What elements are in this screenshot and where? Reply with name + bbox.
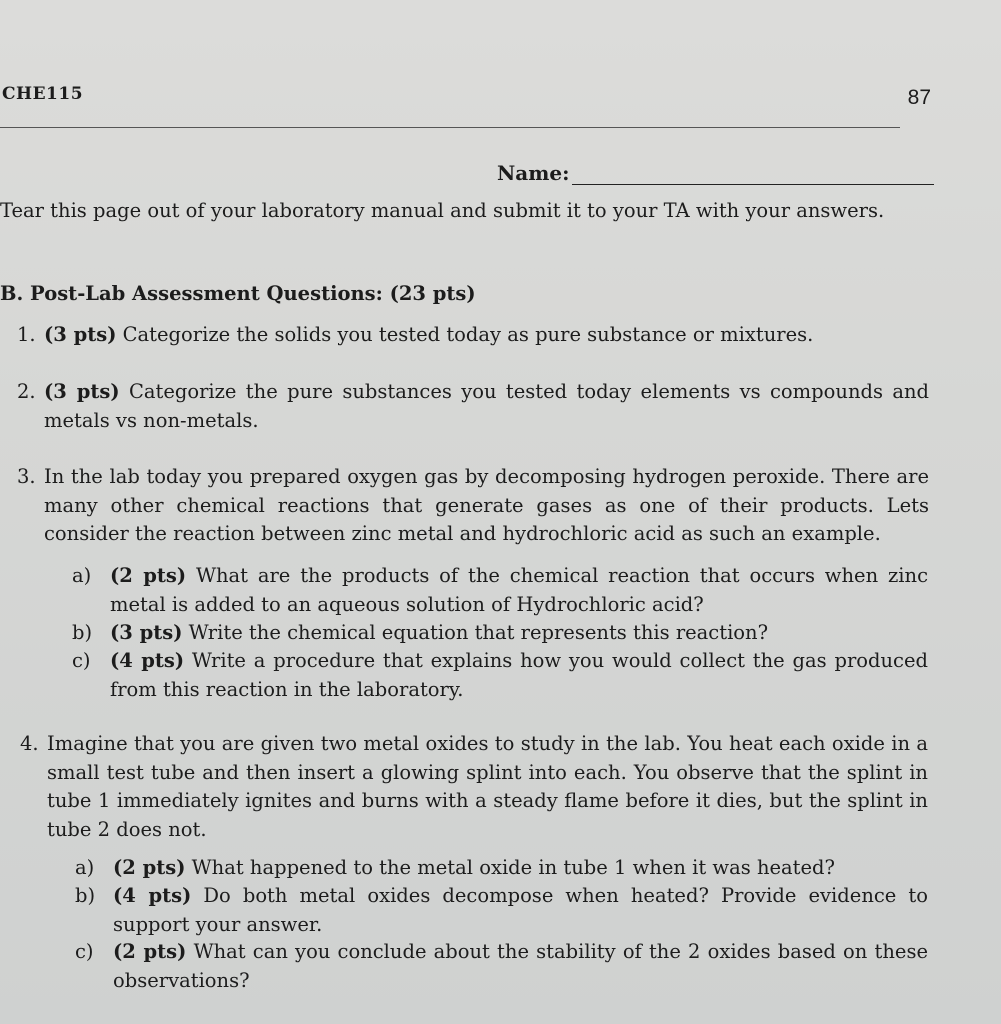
page-number: 87 (907, 86, 931, 109)
name-blank-line (572, 166, 934, 185)
part-letter: b) (72, 621, 93, 644)
question-number: 2. (17, 380, 36, 403)
question-points: (3 pts) (44, 380, 120, 403)
question-points: (3 pts) (44, 323, 117, 346)
course-code: CHE115 (2, 84, 84, 104)
part-points: (3 pts) (110, 621, 183, 644)
question-number: 1. (17, 323, 36, 346)
part-text (110, 647, 928, 704)
question-3b (72, 619, 928, 648)
part-body: Write the chemical equation that represents this reaction? (182, 621, 769, 644)
header-divider (0, 127, 900, 128)
part-letter: a) (75, 856, 95, 879)
part-letter: c) (75, 940, 94, 963)
part-body: What happened to the metal oxide in tube 1 when it was heated? (185, 856, 835, 879)
question-text (44, 321, 897, 350)
question-4a (75, 854, 928, 883)
part-text (110, 562, 928, 619)
part-points: (4 pts) (113, 884, 192, 907)
section-title: B. Post-Lab Assessment Questions: (23 pts) (0, 282, 476, 305)
part-text (113, 882, 928, 939)
question-3 (17, 463, 929, 549)
part-body: What can you conclude about the stability of the 2 oxides based on these observations? (113, 940, 929, 992)
question-4b (75, 882, 928, 939)
question-number: 4. (20, 732, 39, 755)
part-text (113, 938, 928, 995)
instructions: Tear this page out of your laboratory manual and submit it to your TA with your answers. (0, 199, 885, 222)
part-text (113, 854, 928, 883)
question-2 (17, 378, 929, 435)
name-label: Name: (497, 161, 570, 185)
question-body: Categorize the solids you tested today as pure substance or mixtures. (116, 323, 814, 346)
question-text: In the lab today you prepared oxygen gas by decomposing hydrogen peroxide. There are many other chemical reactions that generate gases as one of their products. Lets consider the reaction between zinc metal and hydrochloric acid as such an example. (44, 465, 929, 545)
name-field (497, 161, 934, 185)
question-body: Categorize the pure substances you tested today elements vs compounds and metals vs non-metals. (44, 380, 930, 432)
question-text: Imagine that you are given two metal oxides to study in the lab. You heat each oxide in a small test tube and then insert a glowing splint into each. You observe that the splint in tube 1 immediately ignites and burns with a steady flame before it dies, but the splint in tube 2 does not. (47, 732, 928, 841)
part-letter: a) (72, 564, 92, 587)
question-1 (17, 321, 897, 350)
part-points: (2 pts) (110, 564, 187, 587)
part-letter: c) (72, 649, 91, 672)
part-points: (2 pts) (113, 856, 186, 879)
part-body: What are the products of the chemical reaction that occurs when zinc metal is added to an aqueous solution of Hydrochloric acid? (110, 564, 928, 616)
part-body: Write a procedure that explains how you would collect the gas produced from this reaction in the laboratory. (110, 649, 928, 701)
question-3c (72, 647, 928, 704)
part-body: Do both metal oxides decompose when heated? Provide evidence to support your answer. (113, 884, 928, 936)
question-4c (75, 938, 928, 995)
part-points: (2 pts) (113, 940, 187, 963)
question-number: 3. (17, 465, 36, 488)
part-letter: b) (75, 884, 96, 907)
question-text (44, 378, 929, 435)
part-points: (4 pts) (110, 649, 185, 672)
question-4 (20, 730, 928, 844)
part-text (110, 619, 928, 648)
question-3a (72, 562, 928, 619)
